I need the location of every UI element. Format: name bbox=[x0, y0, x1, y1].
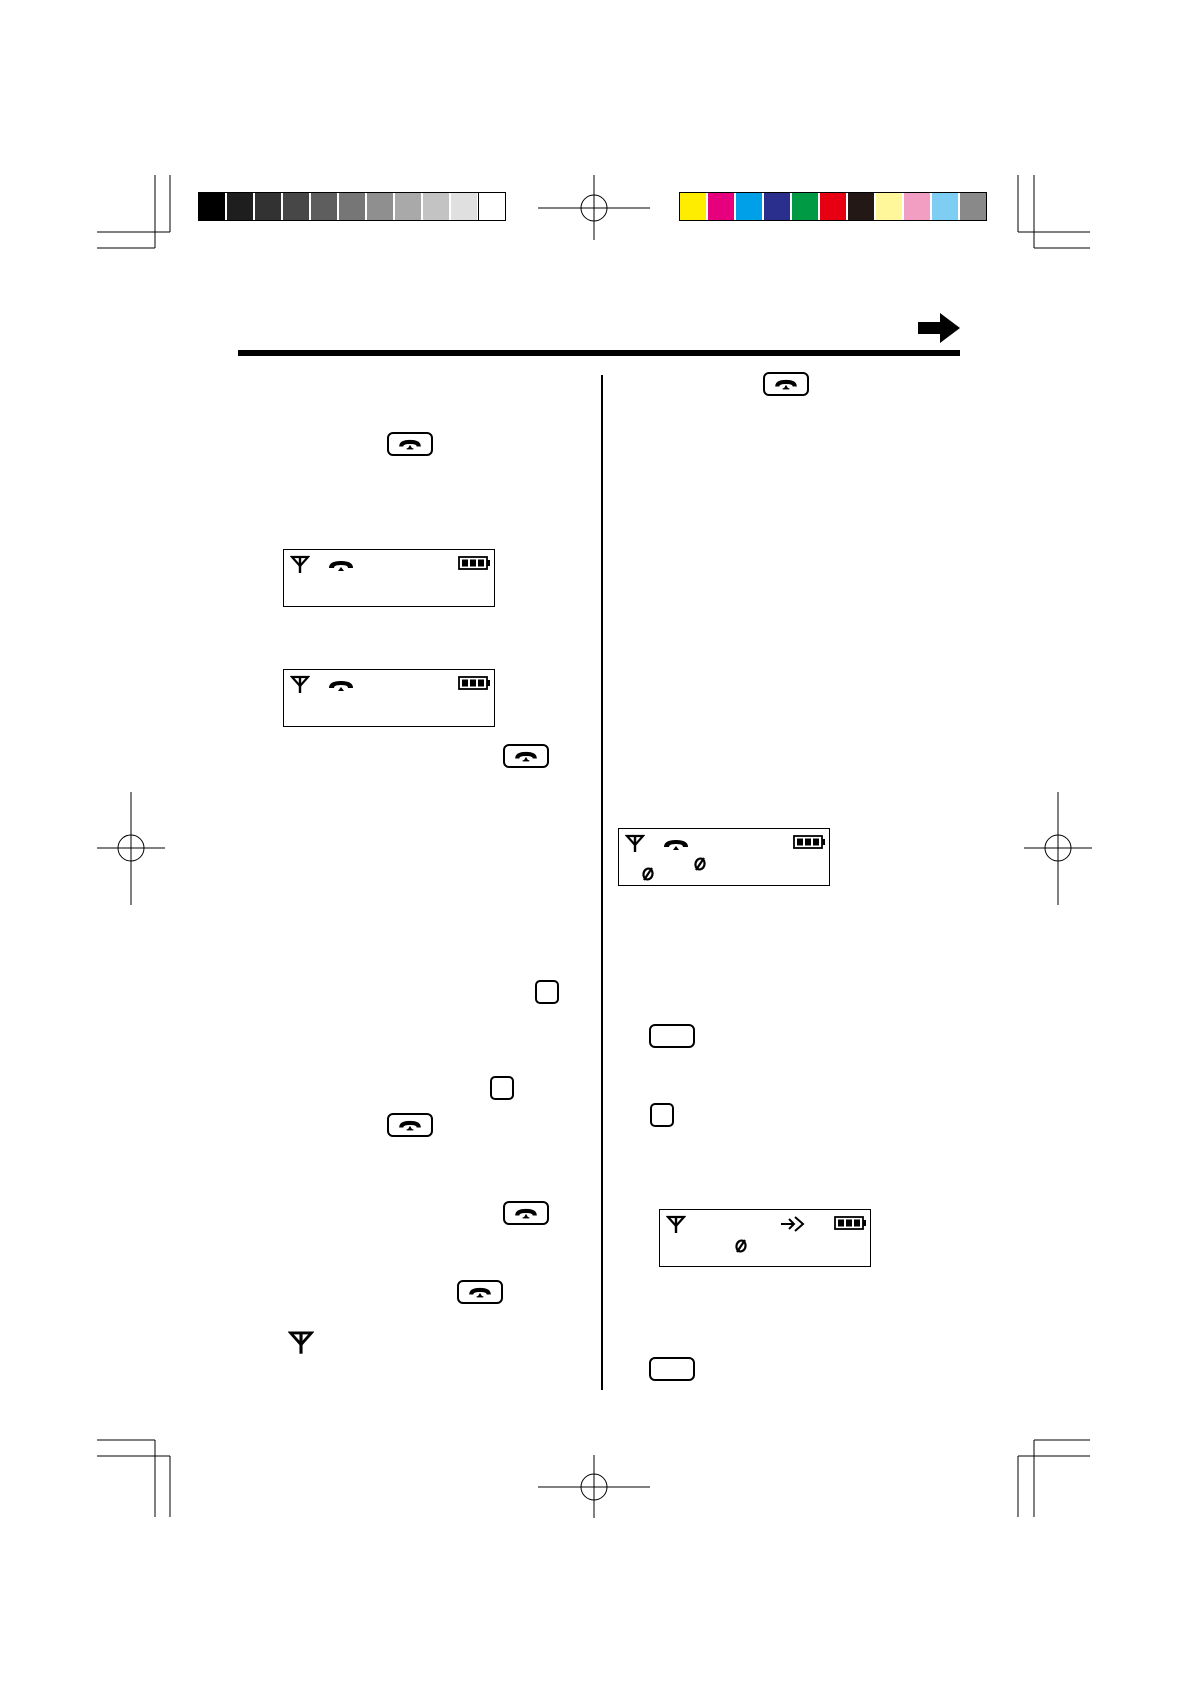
color-swatch bbox=[960, 193, 986, 220]
gray-swatch bbox=[395, 193, 421, 220]
color-swatch bbox=[848, 193, 874, 220]
antenna-icon bbox=[290, 674, 310, 694]
battery-icon bbox=[458, 556, 490, 570]
battery-icon bbox=[458, 676, 490, 690]
color-swatch bbox=[876, 193, 902, 220]
talk-button-icon bbox=[503, 1201, 549, 1225]
battery-icon bbox=[793, 835, 825, 849]
color-swatch bbox=[736, 193, 762, 220]
handset-icon bbox=[663, 838, 689, 850]
talk-button-icon bbox=[457, 1280, 503, 1304]
gray-swatch bbox=[367, 193, 393, 220]
intercom-arrow-icon bbox=[780, 1215, 806, 1233]
key-button-icon bbox=[649, 1357, 695, 1381]
color-swatch bbox=[904, 193, 930, 220]
color-swatch bbox=[820, 193, 846, 220]
antenna-icon bbox=[290, 554, 310, 574]
key-button-icon bbox=[535, 980, 559, 1004]
antenna-icon bbox=[625, 833, 645, 853]
lcd-display-2 bbox=[283, 669, 495, 727]
color-swatch bbox=[932, 193, 958, 220]
talk-button-icon bbox=[763, 372, 809, 396]
slashed-zero-icon bbox=[734, 1238, 748, 1254]
arrow-right-icon bbox=[918, 313, 960, 343]
lcd-display-3 bbox=[618, 828, 830, 886]
handset-icon bbox=[328, 679, 354, 691]
handset-icon bbox=[328, 559, 354, 571]
gray-swatch bbox=[479, 193, 505, 220]
color-swatch bbox=[792, 193, 818, 220]
talk-button-icon bbox=[387, 432, 433, 456]
gray-swatch bbox=[423, 193, 449, 220]
lcd-display-1 bbox=[283, 549, 495, 607]
gray-swatch bbox=[311, 193, 337, 220]
gray-swatch bbox=[227, 193, 253, 220]
key-button-icon bbox=[649, 1024, 695, 1048]
key-button-icon bbox=[650, 1103, 674, 1127]
slashed-zero-icon bbox=[693, 856, 707, 872]
gray-swatch bbox=[451, 193, 477, 220]
antenna-icon bbox=[288, 1329, 314, 1355]
registration-targets bbox=[97, 175, 1092, 1518]
color-swatch bbox=[680, 193, 706, 220]
color-swatch bbox=[764, 193, 790, 220]
antenna-icon bbox=[666, 1214, 686, 1234]
key-button-icon bbox=[490, 1076, 514, 1100]
color-swatch bbox=[708, 193, 734, 220]
gray-swatch bbox=[255, 193, 281, 220]
column-divider bbox=[601, 375, 603, 1390]
lcd-display-4 bbox=[659, 1209, 871, 1267]
slashed-zero-icon bbox=[641, 866, 655, 882]
talk-button-icon bbox=[503, 744, 549, 768]
gray-swatch bbox=[339, 193, 365, 220]
gray-swatch bbox=[283, 193, 309, 220]
gray-swatch bbox=[199, 193, 225, 220]
talk-button-icon bbox=[387, 1113, 433, 1137]
battery-icon bbox=[834, 1216, 866, 1230]
header-rule bbox=[238, 350, 960, 356]
